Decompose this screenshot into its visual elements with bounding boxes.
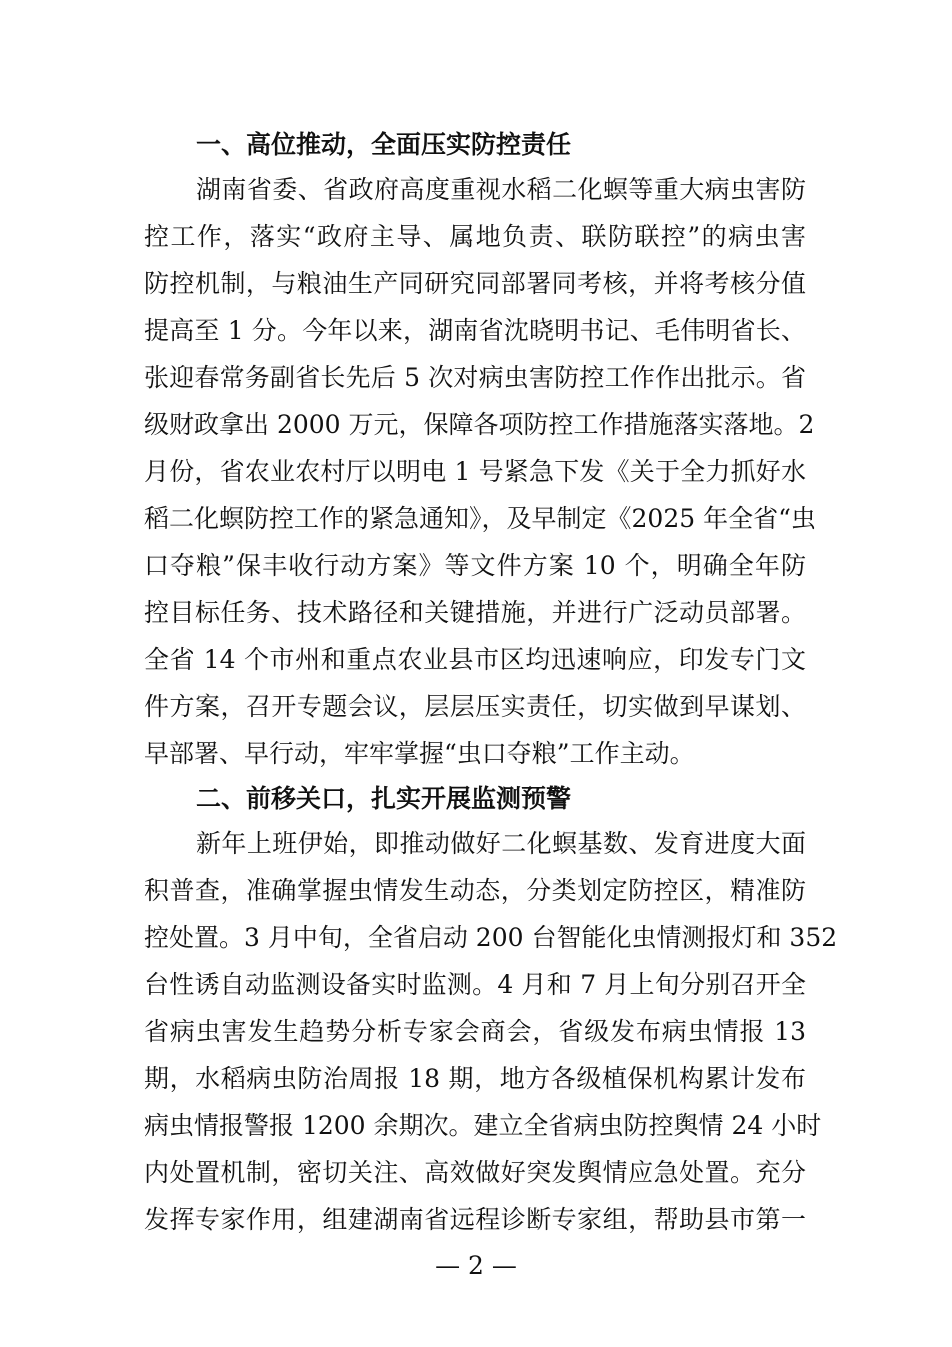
section-2-line-9: 发挥专家作用，组建湖南省远程诊断专家组，帮助县市第一	[144, 1205, 806, 1234]
section-2-line-2: 积普查，准确掌握虫情发生动态，分类划定防控区，精准防	[144, 876, 806, 905]
section-1-line-4: 提高至 1 分。今年以来，湖南省沈晓明书记、毛伟明省长、	[144, 316, 806, 345]
section-1-line-6: 级财政拿出 2000 万元，保障各项防控工作措施落实落地。2	[144, 410, 815, 439]
section-2-heading: 二、前移关口，扎实开展监测预警	[196, 784, 572, 813]
section-1-line-12: 件方案，召开专题会议，层层压实责任，切实做到早谋划、	[144, 692, 806, 721]
section-2-line-4: 台性诱自动监测设备实时监测。4 月和 7 月上旬分别召开全	[144, 970, 806, 999]
section-2-line-6: 期，水稻病虫防治周报 18 期，地方各级植保机构累计发布	[144, 1064, 806, 1093]
section-1-line-11: 全省 14 个市州和重点农业县市区均迅速响应，印发专门文	[144, 645, 806, 674]
page-number: — 2 —	[435, 1251, 517, 1280]
section-1-line-1: 湖南省委、省政府高度重视水稻二化螟等重大病虫害防	[196, 175, 806, 204]
section-1-line-9: 口夺粮”保丰收行动方案》等文件方案 10 个，明确全年防	[144, 551, 806, 580]
section-1-line-13: 早部署、早行动，牢牢掌握“虫口夺粮”工作主动。	[144, 739, 695, 768]
section-1-line-3: 防控机制，与粮油生产同研究同部署同考核，并将考核分值	[144, 269, 806, 298]
section-1-line-8: 稻二化螟防控工作的紧急通知》，及早制定《2025 年全省“虫	[144, 504, 816, 533]
section-1-line-10: 控目标任务、技术路径和关键措施，并进行广泛动员部署。	[144, 598, 806, 627]
section-1-heading: 一、高位推动，全面压实防控责任	[196, 130, 572, 159]
section-2-line-1: 新年上班伊始，即推动做好二化螟基数、发育进度大面	[196, 829, 806, 858]
section-2-line-8: 内处置机制，密切关注、高效做好突发舆情应急处置。充分	[144, 1158, 806, 1187]
section-1-line-5: 张迎春常务副省长先后 5 次对病虫害防控工作作出批示。省	[144, 363, 806, 392]
section-2-line-5: 省病虫害发生趋势分析专家会商会，省级发布病虫情报 13	[144, 1017, 806, 1046]
section-2-line-3: 控处置。3 月中旬，全省启动 200 台智能化虫情测报灯和 352	[144, 923, 838, 952]
section-1-line-2: 控工作，落实“政府主导、属地负责、联防联控”的病虫害	[144, 222, 806, 251]
section-2-line-7: 病虫情报警报 1200 余期次。建立全省病虫防控舆情 24 小时	[144, 1111, 822, 1140]
section-1-line-7: 月份，省农业农村厅以明电 1 号紧急下发《关于全力抓好水	[144, 457, 806, 486]
